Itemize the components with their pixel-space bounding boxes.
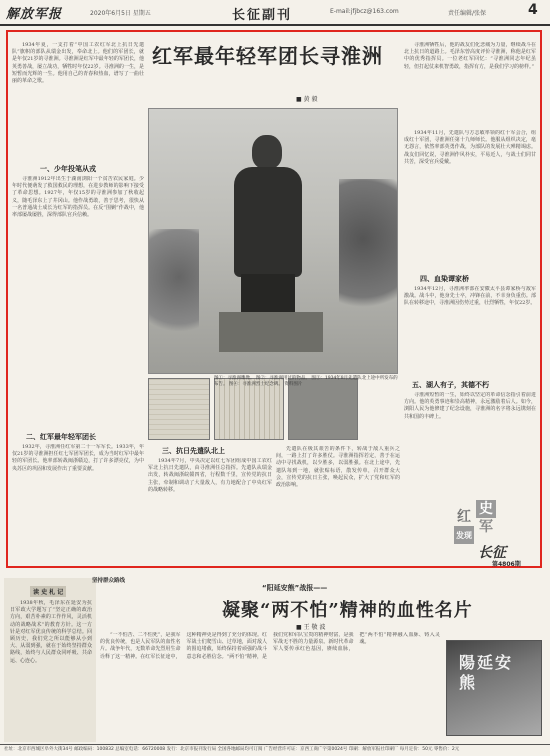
issue-number: 第4806期 <box>492 561 521 568</box>
supplement-brand: 长征 <box>478 545 506 561</box>
statue-legs <box>241 274 295 314</box>
seal-char: 军 <box>479 519 493 535</box>
document-photo <box>148 378 210 440</box>
article-paragraph: 先遣队在极其艰苦的条件下，转战于敌人重兵之间，一路上打了许多胜仗。寻淮洲指挥若定，善于在运动中寻找战机，以少胜多，以弱胜强。在北上途中，先遣队每到一地，就张贴标语，散发传单，召开群众大会，宣传党的抗日主张，唤起民众，扩大了党和红军的政治影响。 <box>276 446 400 489</box>
article-paragraph: 1934年7月，中央决定以红七军团组成中国工农红军北上抗日先遣队，由寻淮洲任总指挥。先遣队从瑞金出发，转战闽浙皖赣四省，行程数千里，宣传党的抗日主张，牵制和调动了大量敌人，有力地配合了中央红军的战略转移。 <box>148 458 272 493</box>
article-paragraph: 1934年夏，一支打着“中国工农红军北上抗日先遣队”旗帜的部队从瑞金出发，奉命北上。他们的军团长，就是年仅21岁的寻淮洲。寻淮洲是红军中最年轻的军团长，他英勇善战，屡立战功，牺牲时年仅22岁。寻淮洲的一生，是短暂而光辉的一生。他用自己的青春和热血，谱写了一曲壮丽的革命之歌。 <box>12 42 144 85</box>
statue-pedestal <box>219 312 323 352</box>
tree-shape <box>339 179 398 329</box>
seal-char: 发现 <box>454 526 474 544</box>
article-column <box>12 176 144 426</box>
newspaper-logo: 解放军报 <box>6 7 63 22</box>
article-headline: 红军最年轻军团长寻淮洲 <box>152 44 383 68</box>
bottom-paragraph: “一不怕苦、二不怕死”，是我军的优良传统，也是人民军队的血性名片。战争年代，无数革命先烈用生命诠释了这一精神。在红军长征途中，这种精神更是得到了充分的体现。红军战士们爬雪山、过草地，面对敌人的围追堵截，始终保持着顽强的战斗意志和必胜信念。“两不怕”精神，是我们党和军队宝贵的精神财富，是我军战无不胜的力量源泉。新时代革命军人要传承红色基因，赓续血脉，把“两不怕”精神融入血脉、铸入灵魂。 <box>100 632 440 660</box>
section-heading: 五、湖人有子，其德不朽 <box>412 381 489 389</box>
statue-photo <box>148 108 398 374</box>
sidebar-note: 坚持群众路线 <box>92 578 126 584</box>
column-seal <box>454 500 498 538</box>
page-footer: 社址：北京市西城区阜外大街34号 邮政编码：100832 总编室电话：66720008 发行：北京市报刊发行局 全国各地邮局均可订阅 广告经营许可证：京西工商广字第0024号 印刷：解放军报社印刷厂 每月定价：50元 零售价：2元 <box>0 744 550 756</box>
article-paragraph: 寻淮洲1912年出生于湖南浏阳一个贫苦农民家庭。少年时代便萌发了救国救民的理想，在进步教师的影响下接受了革命思想。1927年，年仅15岁的寻淮洲参加了秋收起义，随毛泽东上了井冈山。他作战勇敢，善于思考，很快从一名普通战士成长为红军的指挥员。在反“围剿”作战中，他率部屡战屡胜，深得部队官兵信赖。 <box>12 176 144 219</box>
calligraphy-image <box>446 640 542 736</box>
seal-char: 史 <box>476 500 496 518</box>
tree-shape <box>149 229 199 349</box>
bottom-kicker: “阳延安熊”战报—— <box>262 584 328 592</box>
section-heading: 三、抗日先遣队北上 <box>162 447 225 455</box>
statue-head <box>252 135 282 169</box>
calligraphy-text: 陽延安熊 <box>459 653 514 692</box>
article-column <box>148 458 272 564</box>
article-column <box>12 444 144 564</box>
issue-date: 2020年6月5日 星期五 <box>90 10 151 17</box>
photo-caption: 图①：寻淮洲雕像。 图②：寻淮洲用过的物品。 图③：1934年8月先遣队北上途中所发布的布告。 图④：寻淮洲烈士纪念碑。 资料图片 <box>214 376 398 387</box>
article-paragraph: 1934年12月，寻淮洲率部在安徽太平县谭家桥与敌军激战。战斗中，他身先士卒，冲锋在前，不幸身负重伤。部队在转移途中，寻淮洲因伤势过重，壮烈牺牲，年仅22岁。 <box>404 286 536 307</box>
page-number: 4 <box>528 2 538 18</box>
section-title: 长征副刊 <box>232 8 293 23</box>
article-paragraph: 1934年11月，先遣队与方志敏率领的红十军会合，组成红十军团，寻淮洲任第十九师师长。他服从组织决定，毫无怨言，依然率部英勇作战，为部队的发展壮大殚精竭虑。战友们回忆说，寻淮洲作风朴实，平易近人，与战士们同甘共苦，深受官兵爱戴。 <box>404 130 536 165</box>
article-byline: ■ 黄 毅 <box>296 96 318 103</box>
section-heading: 二、红军最年轻军团长 <box>26 433 96 441</box>
editor-credit: 责任编辑/张保 <box>448 10 487 17</box>
sidebar-title: 读 史 札 记 <box>30 586 66 597</box>
seal-char: 红 <box>457 509 471 525</box>
section-heading: 四、血染谭家桥 <box>420 275 469 283</box>
article-paragraph: 1932年，寻淮洲任红军第二十一军军长。1933年，年仅21岁的寻淮洲担任红七军团军团长，成为当时红军中最年轻的军团长。他率部转战闽浙赣边，打了许多漂亮仗，为中央苏区的巩固和发展作出了重要贡献。 <box>12 444 144 472</box>
article-column <box>404 130 536 270</box>
bottom-byline: ■ 王 敬 波 <box>296 624 326 631</box>
masthead <box>0 0 550 26</box>
statue-body <box>234 167 302 277</box>
section-heading: 一、少年投笔从戎 <box>40 165 96 173</box>
article-paragraph: 寻淮洲牺牲后，他的战友们化悲痛为力量，继续战斗在北上抗日的道路上。毛泽东曾高度评价寻淮洲，称他是红军中的优秀指挥员。一位老红军回忆：“寻淮洲同志年纪虽轻，但打起仗来机智勇敢，指挥有方，是我们学习的榜样。” <box>404 42 536 70</box>
bottom-headline: 凝聚“两不怕”精神的血性名片 <box>222 600 473 621</box>
article-column <box>404 392 536 492</box>
article-column <box>404 42 536 126</box>
sidebar-paragraph: 1938年秋，毛泽东在延安为抗日军政大学题写了“坚定正确的政治方向，艰苦朴素的工作作风，灵活机动的战略战术”的教育方针。这一方针是对红军优良传统的科学总结。回顾历史，我们党之所以能够从小到大、从弱到强，就在于始终坚持群众路线，始终与人民群众同呼吸、共命运、心连心。 <box>10 600 92 664</box>
article-paragraph: 寻淮洲短暂的一生，始终以坚定的革命信念指引着前进方向。他的英勇事迹和崇高精神，永远激励着后人。如今，浏阳人民为他修建了纪念设施，寻淮洲的名字将永远镌刻在共和国的丰碑上。 <box>404 392 536 420</box>
article-column <box>404 286 536 376</box>
article-column-intro <box>12 42 144 160</box>
bottom-article-body <box>100 632 440 740</box>
sidebar-text <box>10 600 92 740</box>
article-column <box>276 446 400 564</box>
contact-email: E-mail:jfjbcz@163.com <box>330 8 399 15</box>
